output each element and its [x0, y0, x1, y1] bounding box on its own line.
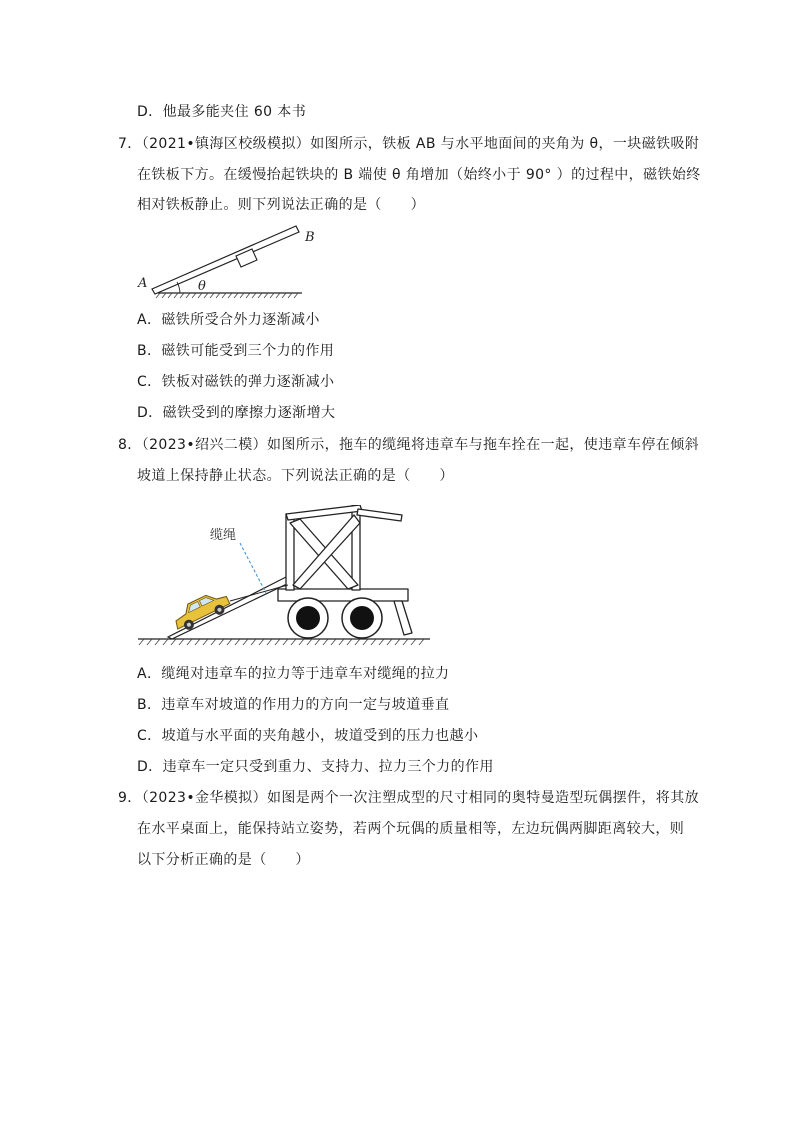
- label-a: A: [138, 276, 148, 291]
- q7-stem-line2: 在铁板下方。在缓慢抬起铁块的 B 端使 θ 角增加（始终小于 90° ）的过程中，磁铁始终: [137, 167, 701, 183]
- q7-option-d: D．磁铁受到的摩擦力逐渐增大: [137, 405, 336, 421]
- q8-option-a: A．缆绳对违章车的拉力等于违章车对缆绳的拉力: [137, 666, 450, 682]
- q8-option-b: B．违章车对坡道的作用力的方向一定与坡道垂直: [137, 697, 450, 713]
- prev-option-d: D．他最多能夹住 60 本书: [137, 104, 307, 120]
- q8-option-c: C．坡道与水平面的夹角越小，坡道受到的压力也越小: [137, 728, 479, 744]
- q8-stem-line1: 8．（2023•绍兴二模）如图所示，拖车的缆绳将违章车与拖车拴在一起，使违章车停在倾斜: [118, 437, 699, 453]
- q7-figure-incline: [130, 222, 320, 302]
- q9-stem-line3: 以下分析正确的是（ ）: [137, 852, 310, 868]
- q7-option-b: B．磁铁可能受到三个力的作用: [137, 343, 335, 359]
- q9-stem-line2: 在水平桌面上，能保持站立姿势，若两个玩偶的质量相等，左边玩偶两脚距离较大，则: [137, 821, 685, 837]
- q9-stem-line1: 9．（2023•金华模拟）如图是两个一次注塑成型的尺寸相同的奥特曼造型玩偶摆件，将其放: [118, 790, 699, 806]
- q8-stem-line2: 坡道上保持静止状态。下列说法正确的是（ ）: [137, 468, 454, 484]
- q8-figure-tow-truck: [138, 505, 438, 650]
- q7-option-a: A．磁铁所受合外力逐渐减小: [137, 312, 320, 328]
- label-b: B: [305, 230, 315, 245]
- rope-label: 缆绳: [210, 528, 237, 543]
- q8-option-d: D．违章车一定只受到重力、支持力、拉力三个力的作用: [137, 759, 494, 775]
- car-icon: [170, 587, 233, 634]
- q7-stem-line3: 相对铁板静止。则下列说法正确的是（ ）: [137, 197, 425, 213]
- q7-option-c: C．铁板对磁铁的弹力逐渐减小: [137, 374, 335, 390]
- q7-stem-line1: 7．（2021•镇海区校级模拟）如图所示，铁板 AB 与水平地面间的夹角为 θ，一块磁铁吸附: [118, 136, 700, 152]
- label-theta: θ: [198, 279, 206, 294]
